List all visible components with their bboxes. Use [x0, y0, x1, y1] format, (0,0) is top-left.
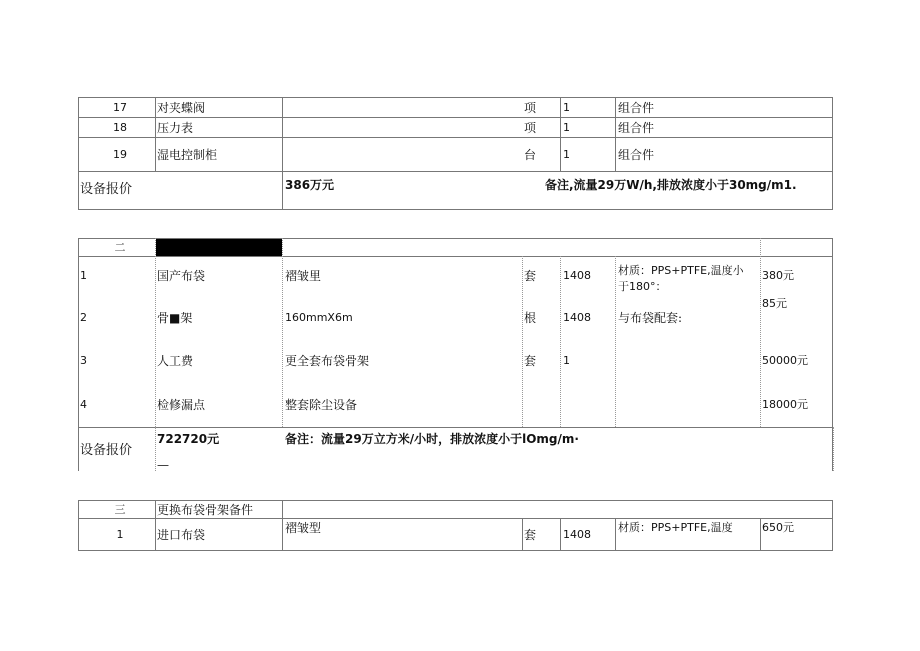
cell-name: 进口布袋 — [157, 528, 206, 542]
col-divider — [833, 427, 834, 471]
cell-name: 骨■架 — [157, 311, 193, 325]
col-divider — [282, 97, 283, 210]
total-label: 设备报价 — [80, 182, 133, 197]
cell-spec: 褶皱型 — [285, 521, 322, 535]
cell-unit: 项 — [524, 101, 537, 115]
cell-note: 组合件 — [618, 101, 655, 115]
section-title: 更换布袋骨架备件 — [157, 503, 254, 517]
remark: 备注,流量29万W/h,排放浓度小于30mg/m1. — [545, 178, 797, 192]
cell-no: 17 — [113, 101, 127, 114]
cell-no: 2 — [80, 311, 87, 324]
cell-no: 3 — [80, 354, 87, 367]
cell-unit: 项 — [524, 121, 537, 135]
col-divider — [155, 238, 156, 427]
remark: 备注：流量29万立方米/小时，排放浓度小于lOmg/m· — [285, 432, 579, 446]
col-divider — [615, 518, 616, 551]
row-divider — [78, 117, 833, 118]
cell-qty: 1 — [563, 121, 570, 134]
cell-spec: 褶皱里 — [285, 269, 322, 283]
cell-name: 对夹蝶阀 — [157, 101, 206, 115]
cell-qty: 1408 — [563, 528, 591, 541]
total-value: 386万元 — [285, 178, 335, 192]
section-number: 二 — [114, 241, 126, 254]
cell-no: 1 — [116, 528, 124, 541]
cell-name: 人工费 — [157, 354, 194, 368]
col-divider — [282, 238, 283, 427]
col-divider — [615, 256, 616, 427]
cell-name: 压力表 — [157, 121, 194, 135]
cell-unit: 台 — [524, 148, 537, 162]
cell-qty: 1 — [563, 148, 570, 161]
col-divider — [522, 256, 523, 427]
cell-no: 1 — [80, 269, 87, 282]
row-divider — [78, 256, 833, 257]
cell-qty: 1408 — [563, 311, 591, 324]
cell-note: 材质：PPS+PTFE,温度 — [618, 521, 733, 534]
section-number: 三 — [114, 503, 126, 516]
cell-unit: 套 — [524, 528, 537, 542]
cell-unit: 套 — [524, 269, 537, 283]
cell-name: 国产布袋 — [157, 269, 206, 283]
row-divider — [78, 171, 833, 172]
col-divider — [155, 427, 156, 471]
total-label: 设备报价 — [80, 443, 133, 458]
cell-note: 材质：PPS+PTFE,温度小 — [618, 264, 744, 277]
row-divider — [78, 427, 833, 428]
cell-note: 组合件 — [618, 148, 655, 162]
cell-price: 650元 — [762, 521, 794, 534]
cell-price: 18000元 — [762, 398, 808, 411]
cell-qty: 1 — [563, 354, 570, 367]
row-divider — [78, 137, 833, 138]
cell-qty: 1 — [563, 101, 570, 114]
cell-no: 19 — [113, 148, 127, 161]
col-divider — [155, 97, 156, 171]
dash-mark: — — [157, 458, 169, 472]
cell-price: 380元 — [762, 269, 794, 282]
cell-qty: 1408 — [563, 269, 591, 282]
col-divider — [282, 518, 283, 551]
cell-spec: 更全套布袋骨架 — [285, 354, 370, 368]
cell-name: 检修漏点 — [157, 398, 206, 412]
cell-no: 18 — [113, 121, 127, 134]
cell-spec: 整套除尘设备 — [285, 398, 358, 412]
cell-note-line2: 于180°： — [618, 280, 667, 293]
col-divider — [282, 500, 283, 518]
redacted-title-block — [156, 239, 282, 256]
col-divider — [615, 97, 616, 171]
cell-name: 湿电控制柜 — [157, 148, 218, 162]
col-divider — [522, 518, 523, 551]
cell-unit: 套 — [524, 354, 537, 368]
cell-price: 85元 — [762, 297, 787, 310]
col-divider — [560, 97, 561, 171]
cell-note: 组合件 — [618, 121, 655, 135]
col-divider — [155, 500, 156, 551]
col-divider — [760, 518, 761, 551]
cell-note: 与布袋配套: — [618, 311, 683, 325]
col-divider — [560, 518, 561, 551]
cell-spec: 160mmX6m — [285, 311, 353, 324]
col-divider — [560, 256, 561, 427]
total-value: 722720元 — [157, 432, 220, 446]
row-divider — [78, 518, 833, 519]
col-divider — [760, 238, 761, 427]
cell-price: 50000元 — [762, 354, 808, 367]
cell-unit: 根 — [524, 311, 537, 325]
cell-no: 4 — [80, 398, 87, 411]
